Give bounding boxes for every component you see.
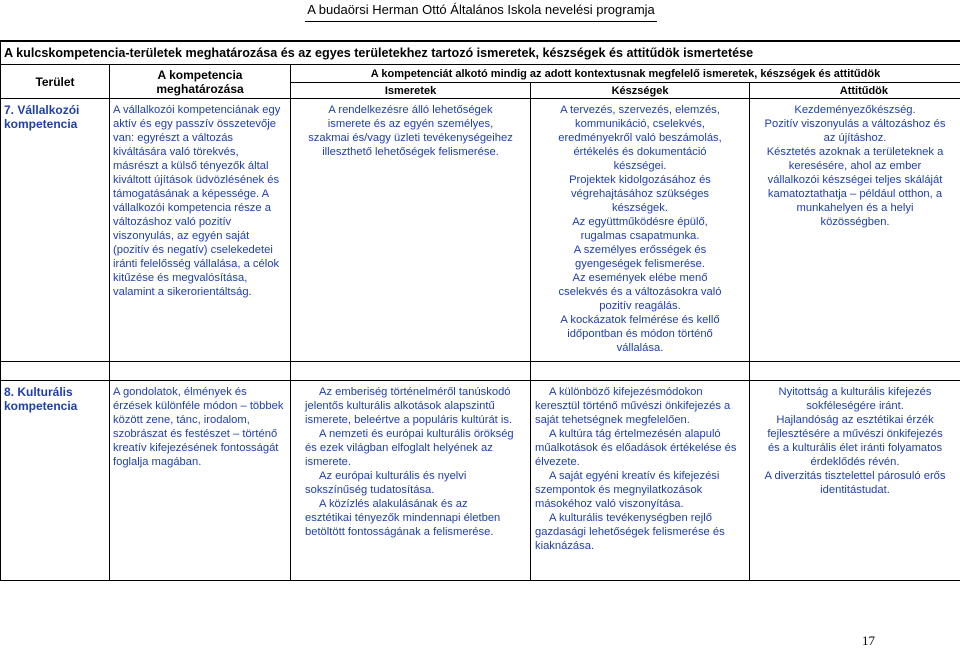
table-title-row (1, 41, 960, 65)
table-row (1, 381, 960, 581)
attitudes-cell (750, 99, 960, 362)
area-cell: 8. Kulturális kompetencia (1, 381, 110, 581)
knowledge-cell (291, 99, 531, 362)
skill-item: A kockázatok felmérése és kellő időpontban és módon történő vállalása. (560, 314, 720, 354)
definition-cell: A gondolatok, élmények és érzések különféle módon – többek között zene, tánc, irodalom, szobrászat és festészet – történő kreatív kifejezésének fontosságát foglalja magában. (110, 381, 291, 581)
knowledge-item: A rendelkezésre álló lehetőségek ismerete és az egyén személyes, szakmai és/vagy üzleti tevékenységeihez illeszthető lehetőségek felismerése. (308, 104, 513, 158)
skills-cell (531, 381, 750, 581)
skill-item: Projektek kidolgozásához és végrehajtásához szükséges készségek. (569, 174, 711, 214)
skill-item: A kultúra tág értelmezésén alapuló műalkotások és előadások értékelése és élvezete. (535, 428, 737, 468)
attitude-item: Pozitív viszonyulás a változáshoz és az újításhoz. (764, 118, 946, 144)
header-skills: Készségek (531, 83, 750, 99)
competence-table (0, 40, 960, 581)
skill-item: A személyes erősségek és gyengeségek felismerése. (573, 244, 707, 270)
definition-cell: A vállalkozói kompetenciának egy aktív és egy passzív összetevője van: egyrészt a változás kiváltására való törekvés, másrészt a külső tényezők által kiváltott újítások üdvözlésének és támogatásának a képessége. A vállalkozói kompetencia része a változáshoz való pozitív viszonyulás, az egyén saját (pozitív és negatív) cselekedetei iránti felelősség vállalása, a célok kitűzése és megvalósítása, valamint a sikerorientáltság. (110, 99, 291, 362)
skill-item: A tervezés, szervezés, elemzés, kommunikáció, cselekvés, eredményekről való beszámolás, értékelés és dokumentáció készségei. (558, 104, 722, 172)
header-row-1 (1, 65, 960, 83)
table-title: A kulcskompetencia-területek meghatározása és az egyes területekhez tartozó ismeretek, készségek és attitűdök ismertetése (1, 41, 960, 65)
skills-cell (531, 99, 750, 362)
attitude-item: Hajlandóság az esztétikai érzék fejlesztésére a művészi önkifejezés és a kulturális élet iránti folyamatos érdeklődés révén. (767, 414, 943, 468)
knowledge-item: A nemzeti és európai kulturális örökség és ezek világban elfoglalt helyének az ismerete. (305, 428, 514, 468)
header-attitudes: Attitűdök (750, 83, 960, 99)
skill-item: A saját egyéni kreatív és kifejezési szempontok és megnyilatkozások másokéhoz való viszonyítása. (535, 470, 720, 510)
running-header: A budaörsi Herman Ottó Általános Iskola nevelési programja (305, 2, 657, 22)
skill-item: A különböző kifejezésmódokon keresztül történő művészi önkifejezés a saját tehetségnek megfelelően. (535, 386, 731, 426)
attitude-item: Nyitottság a kulturális kifejezés sokféleségére iránt. (778, 386, 932, 412)
knowledge-item: Az európai kulturális és nyelvi sokszínűség tudatosítása. (305, 470, 467, 496)
header-group: A kompetenciát alkotó mindig az adott kontextusnak megfelelő ismeretek, készségek és attitűdök (291, 65, 960, 83)
knowledge-cell (291, 381, 531, 581)
table-row (1, 99, 960, 362)
header-area: Terület (1, 65, 110, 99)
spacer-row (1, 362, 960, 381)
area-cell: 7. Vállalkozói kompetencia (1, 99, 110, 362)
header-knowledge: Ismeretek (291, 83, 531, 99)
attitude-item: Kezdeményezőkészség. (794, 104, 916, 116)
skill-item: Az események elébe menő cselekvés és a változásokra való pozitív reagálás. (558, 272, 722, 312)
skill-item: A kulturális tevékenységben rejlő gazdasági lehetőségek felismerése és kiaknázása. (535, 512, 725, 552)
knowledge-item: A közízlés alakulásának és az esztétikai tényezők mindennapi életben betöltött fontosságának a felismerése. (305, 498, 501, 538)
attitude-item: Késztetés azoknak a területeknek a keresésére, ahol az ember vállalkozói készségei teljes skáláját kamatoztathatja – például otthon, a munkahelyen és a helyi közösségben. (766, 146, 944, 228)
page-number: 17 (862, 633, 875, 648)
attitudes-cell (750, 381, 960, 581)
knowledge-item: Az emberiség történelméről tanúskodó jelentős kulturális alkotások alapszintű ismerete, beleértve a populáris kultúrát is. (305, 386, 513, 426)
attitude-item: A diverzitás tisztelettel párosuló erős identitástudat. (764, 470, 946, 496)
skill-item: Az együttműködésre épülő, rugalmas csapatmunka. (572, 216, 708, 242)
header-definition: A kompetencia meghatározása (110, 65, 291, 99)
